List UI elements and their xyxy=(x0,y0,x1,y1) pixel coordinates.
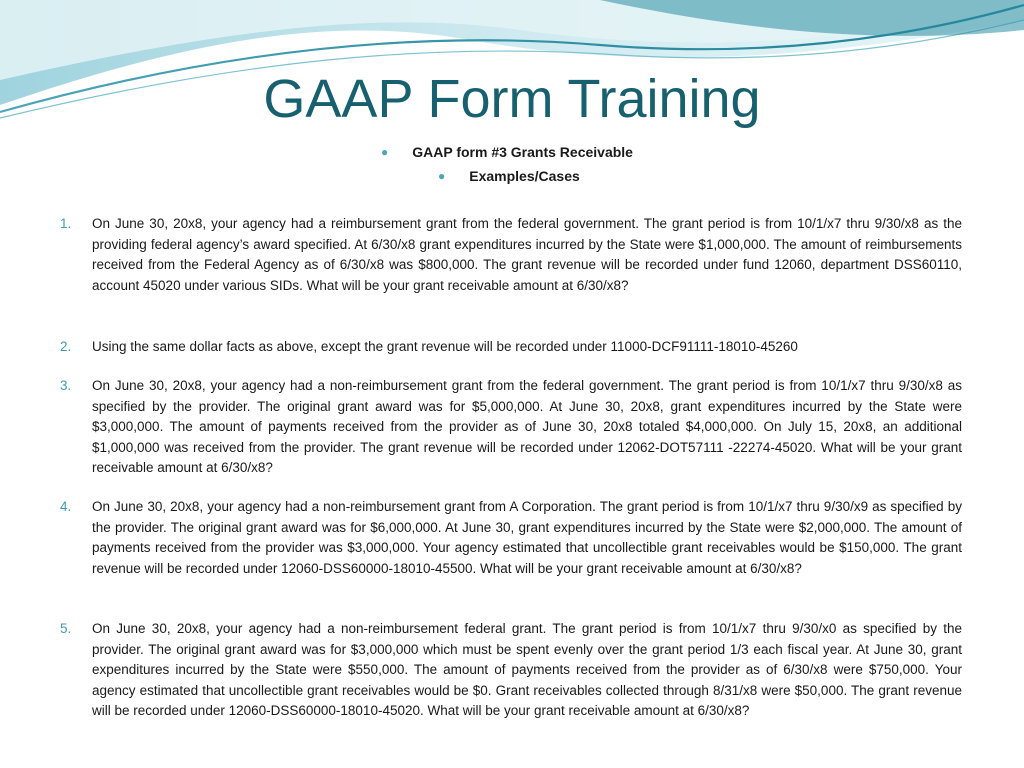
case-item xyxy=(60,619,962,722)
case-number: 3. xyxy=(60,378,72,393)
case-number: 1. xyxy=(60,216,72,231)
case-item xyxy=(60,376,962,479)
bullet-dot-icon: ● xyxy=(438,169,446,183)
case-text: Using the same dollar facts as above, except the grant revenue will be recorded under 11000-DCF91111-18010-45260 xyxy=(92,339,798,354)
case-number: 4. xyxy=(60,499,72,514)
bullet-item xyxy=(381,144,633,160)
case-text: On June 30, 20x8, your agency had a reimbursement grant from the federal government. The grant period is from 10/1/x7 thru 9/30/x8 as the providing federal agency’s award specified. At 6/30/x8 grant expenditures incurred by the State were $1,000,000. The amount of reimbursements received from the Federal Agency as of 6/30/x8 was $800,000. The grant revenue will be recorded under fund 12060, department DSS60110, account 45020 under various SIDs. What will be your grant receivable amount at 6/30/x8? xyxy=(92,216,962,293)
case-text: On June 30, 20x8, your agency had a non-reimbursement federal grant. The grant period is from 10/1/x7 thru 9/30/x0 as specified by the provider. The original grant award was for $3,000,000 which must be spent evenly over the grant period 1/3 each fiscal year. At June 30, grant expenditures incurred by the State were $550,000. The amount of payments received from the provider as of 6/30/x8 were $750,000. Your agency estimated that uncollectible grant receivables would be $0. Grant receivables collected through 8/31/x8 were $50,000. The grant revenue will be recorded under 12060-DSS60000-18010-45020. What will be your grant receivable amount at 6/30/x8? xyxy=(92,621,962,719)
case-item xyxy=(60,337,962,358)
bullet-dot-icon: ● xyxy=(381,145,389,159)
case-item xyxy=(60,497,962,579)
case-item xyxy=(60,214,962,296)
case-number: 5. xyxy=(60,621,72,636)
case-text: On June 30, 20x8, your agency had a non-reimbursement grant from the federal government. The grant period is from 10/1/x7 thru 9/30/x8 as specified by the provider. The original grant award was for $5,000,000. At June 30, 20x8, grant expenditures incurred by the State were $3,000,000. The amount of payments received from the provider as of June 30, 20x8 totaled $4,000,000. On July 15, 20x8, an additional $1,000,000 was received from the provider. The grant revenue will be recorded under 12062-DOT57111 -22274-45020. What will be your grant receivable amount at 6/30/x8? xyxy=(92,378,962,476)
bullet-text: GAAP form #3 Grants Receivable xyxy=(412,144,633,160)
bullet-text: Examples/Cases xyxy=(469,168,580,184)
slide-title: GAAP Form Training xyxy=(263,69,761,129)
case-number: 2. xyxy=(60,339,72,354)
case-text: On June 30, 20x8, your agency had a non-reimbursement grant from A Corporation. The grant period is from 10/1/x7 thru 9/30/x9 as specified by the provider. The original grant award was for $6,000,000. At June 30, grant expenditures incurred by the State were $2,000,000. The amount of payments received from the provider was $3,000,000. Your agency estimated that uncollectible grant receivables would be $150,000. The grant revenue will be recorded under 12060-DSS60000-18010-45500. What will be your grant receivable amount at 6/30/x8? xyxy=(92,499,962,576)
bullet-item xyxy=(438,168,580,184)
